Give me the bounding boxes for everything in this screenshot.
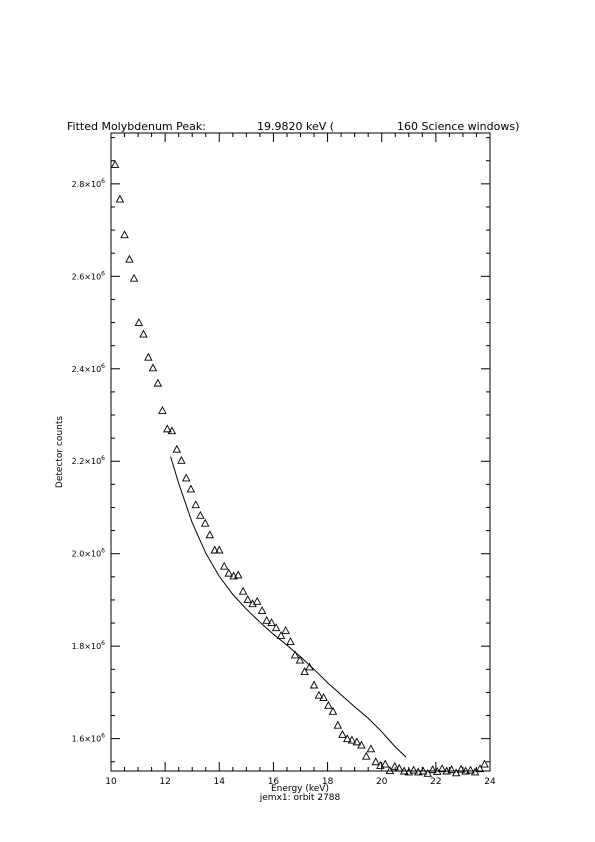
x-tick-label: 16 xyxy=(267,777,280,787)
data-point xyxy=(311,682,318,689)
data-point xyxy=(334,722,341,729)
data-point xyxy=(372,758,379,765)
data-point xyxy=(178,457,185,464)
data-point xyxy=(259,607,266,614)
data-point xyxy=(197,512,204,519)
chart-title-windows: 160 Science windows) xyxy=(397,120,520,133)
data-point xyxy=(339,731,346,738)
x-tick-label: 22 xyxy=(430,777,442,787)
y-tick-label: $2.8\times 10^6$ xyxy=(71,177,105,189)
y-tick-label: $2.4\times 10^6$ xyxy=(71,362,105,374)
data-point xyxy=(183,474,190,481)
y-tick-label: $1.6\times 10^6$ xyxy=(71,732,105,744)
data-point xyxy=(263,617,270,624)
data-point xyxy=(282,627,289,634)
data-point xyxy=(159,407,166,414)
data-point xyxy=(168,427,175,434)
data-point xyxy=(154,380,161,387)
data-point xyxy=(240,588,247,595)
footer-label: jemx1: orbit 2788 xyxy=(259,793,341,803)
data-point xyxy=(244,596,251,603)
y-tick-label: $2.6\times 10^6$ xyxy=(71,270,105,282)
data-point xyxy=(329,708,336,715)
data-point xyxy=(187,485,194,492)
plot-frame xyxy=(111,133,490,771)
data-point xyxy=(121,231,128,238)
y-tick-label: $2.0\times 10^6$ xyxy=(71,547,105,559)
y-tick-label: $2.2\times 10^6$ xyxy=(71,455,105,467)
data-point xyxy=(301,668,308,675)
data-point xyxy=(268,619,275,626)
data-point xyxy=(131,275,138,282)
x-tick-label: 14 xyxy=(213,777,226,787)
y-tick-labels xyxy=(72,178,106,744)
x-tick-label: 24 xyxy=(484,777,496,787)
data-point xyxy=(202,520,209,527)
data-point xyxy=(325,702,332,709)
y-axis-label: Detector counts xyxy=(55,415,65,489)
x-tick-label: 20 xyxy=(375,777,388,787)
data-point xyxy=(149,364,156,371)
x-axis-label: Energy (keV) xyxy=(271,784,329,794)
data-point xyxy=(206,531,213,538)
data-point xyxy=(145,354,152,361)
data-point xyxy=(140,331,147,338)
x-tick-label: 10 xyxy=(105,777,117,787)
data-point xyxy=(126,256,133,263)
data-point xyxy=(192,501,199,508)
data-point xyxy=(112,161,119,168)
data-point xyxy=(116,196,123,203)
data-point xyxy=(367,745,374,752)
fit-curve xyxy=(171,457,407,757)
data-point xyxy=(363,753,370,760)
data-point xyxy=(225,570,232,577)
chart-title-value: 19.9820 keV ( xyxy=(257,120,335,133)
x-tick-label: 18 xyxy=(321,777,334,787)
axis-ticks xyxy=(111,133,490,771)
data-point xyxy=(135,319,142,326)
data-points xyxy=(112,161,489,776)
data-point xyxy=(221,563,228,570)
data-point xyxy=(173,446,180,453)
data-point xyxy=(287,638,294,645)
chart-title-left: Fitted Molybdenum Peak: xyxy=(67,120,206,133)
y-tick-label: $1.8\times 10^6$ xyxy=(71,640,105,652)
x-tick-label: 12 xyxy=(159,777,171,787)
data-point xyxy=(396,765,403,772)
